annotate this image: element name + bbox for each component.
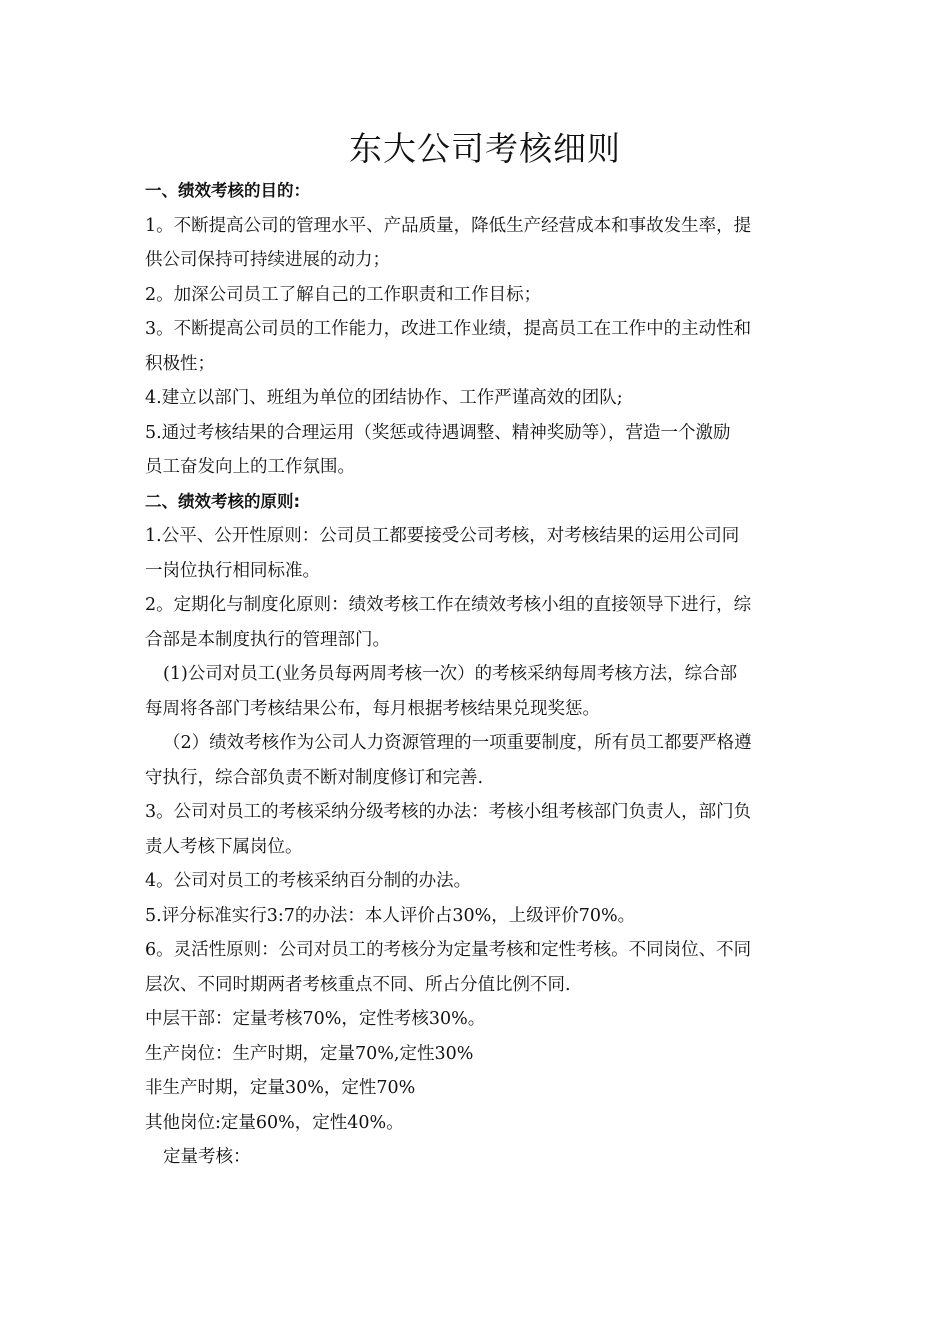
paragraph-line: 供公司保持可持续进展的动力； — [145, 250, 390, 270]
paragraph-line: 一岗位执行相同标准。 — [145, 560, 320, 581]
paragraph-line: （2）绩效考核作为公司人力资源管理的一项重要制度，所有员工都要严格遵 — [163, 733, 752, 753]
paragraph-line: 员工奋发向上的工作氛围。 — [145, 457, 355, 477]
paragraph-line: 其他岗位:定量60%，定性40%。 — [145, 1112, 404, 1133]
paragraph-line: 5.评分标准实行3:7的办法：本人评价占30%，上级评价70%。 — [145, 905, 636, 926]
paragraph-line: 1.公平、公开性原则：公司员工都要接受公司考核，对考核结果的运用公司同 — [145, 526, 740, 546]
paragraph-line: 4。公司对员工的考核采纳百分制的办法。 — [145, 871, 472, 891]
paragraph-line: 4.建立以部门、班组为单位的团结协作、工作严谨高效的团队; — [145, 388, 623, 408]
paragraph-line: 责人考核下属岗位。 — [145, 836, 303, 857]
document-title: 东大公司考核细则 — [349, 129, 621, 168]
paragraph-line: 定量考核： — [163, 1147, 251, 1167]
paragraph-line: 2。加深公司员工了解自己的工作职责和工作目标； — [145, 284, 542, 305]
paragraph-line: 3。不断提高公司员的工作能力，改进工作业绩，提高员工在工作中的主动性和 — [145, 319, 752, 339]
paragraph-line: 6。灵活性原则：公司对员工的考核分为定量考核和定性考核。不同岗位、不同 — [145, 940, 752, 960]
paragraph-line: 生产岗位：生产时期，定量70%,定性30% — [145, 1043, 474, 1064]
paragraph-line: 守执行，综合部负责不断对制度修订和完善. — [145, 767, 484, 788]
paragraph-line: 中层干部：定量考核70%，定性考核30%。 — [145, 1009, 486, 1029]
paragraph-line: (1)公司对员工(业务员每两周考核一次）的考核采纳每周考核方法，综合部 — [163, 664, 738, 684]
paragraph-line: 1。不断提高公司的管理水平、产品质量，降低生产经营成本和事故发生率，提 — [145, 215, 752, 236]
paragraph-line: 每周将各部门考核结果公布，每月根据考核结果兑现奖惩。 — [145, 698, 600, 719]
paragraph-line: 合部是本制度执行的管理部门。 — [145, 629, 390, 650]
paragraph-line: 层次、不同时期两者考核重点不同、所占分值比例不同. — [145, 974, 571, 995]
paragraph-line: 积极性； — [145, 353, 215, 374]
paragraph-line: 3。公司对员工的考核采纳分级考核的办法：考核小组考核部门负责人，部门负 — [145, 802, 752, 822]
paragraph-line: 2。定期化与制度化原则：绩效考核工作在绩效考核小组的直接领导下进行，综 — [145, 595, 752, 615]
section-heading: 一、绩效考核的目的： — [145, 181, 310, 200]
paragraph-line: 非生产时期，定量30%，定性70% — [145, 1078, 416, 1098]
paragraph-line: 5.通过考核结果的合理运用（奖惩或待遇调整、精神奖励等），营造一个激励 — [145, 422, 731, 443]
section-heading: 二、绩效考核的原则: — [145, 491, 301, 511]
document-body — [145, 174, 810, 1175]
